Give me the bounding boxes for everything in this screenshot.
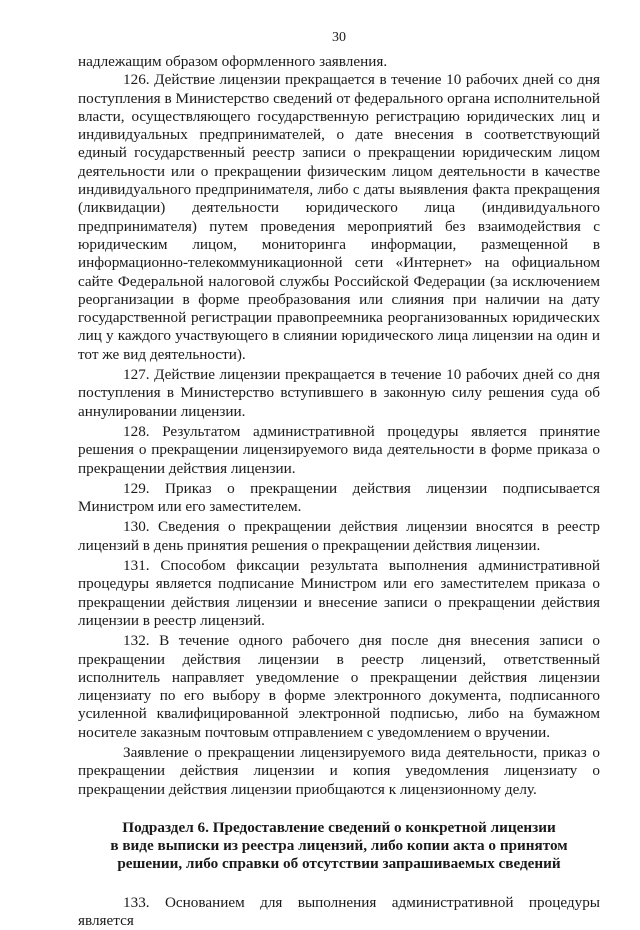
subsection-heading-line-3: решении, либо справки об отсутствии запрашиваемых сведений (117, 855, 561, 873)
paragraph-application-note: Заявление о прекращении лицензируемого вида деятельности, приказ о прекращении действия лицензии и копия уведомления лицензиату о прекращении действия лицензии приобщаются к лицензионному делу. (78, 743, 600, 798)
subsection-heading-line-1: Подраздел 6. Предоставление сведений о конкретной лицензии (122, 818, 556, 836)
paragraph-133: 133. Основанием для выполнения административной процедуры является (78, 893, 600, 930)
subsection-heading-line-2: в виде выписки из реестра лицензий, либо копии акта о принятом (110, 837, 568, 855)
page-number: 30 (332, 30, 346, 45)
subsection-heading (78, 819, 600, 874)
paragraph-129: 129. Приказ о прекращении действия лицензии подписывается Министром или его заместителем. (78, 479, 600, 516)
paragraph-continuation: надлежащим образом оформленного заявления. (78, 53, 388, 70)
paragraph-132: 132. В течение одного рабочего дня после дня внесения записи о прекращении действия лицензии в реестр лицензий, ответственный исполнитель направляет уведомление о прекращении действия лицензии лицензиату по его выбору в форме электронного документа, подписанного усиленной квалифицированной электронной подписью, либо на бумажном носителе заказным почтовым отправлением с уведомлением о вручении. (78, 632, 600, 741)
paragraph-128: 128. Результатом административной процедуры является принятие решения о прекращении лицензируемого вида деятельности в форме приказа о прекращении действия лицензии. (78, 422, 600, 477)
paragraph-126: 126. Действие лицензии прекращается в течение 10 рабочих дней со дня поступления в Министерство сведений от федерального органа исполнительной власти, осуществляющего государственную регистрацию юридических лиц и индивидуальных предпринимателей, о дате внесения в соответствующий единый государственный реестр записи о прекращении юридическим лицом деятельности или о прекращении физическим лицом деятельности в качестве индивидуального предпринимателя, либо с даты выявления факта прекращения (ликвидации) деятельности юридического лица (индивидуального предпринимателя) путем проведения мероприятий без взаимодействия с юридическим лицом, мониторинга информации, размещенной в информационно-телекоммуникационной сети «Интернет» на официальном сайте Федеральной налоговой службы Российской Федерации (за исключением реорганизации в форме преобразования или слияния при наличии на дату государственной регистрации правопреемника реорганизованных юридических лиц у каждого участвующего в слиянии юридического лица лицензии на один и тот же вид деятельности). (78, 71, 600, 363)
paragraph-131: 131. Способом фиксации результата выполнения административной процедуры является подписание Министром или его заместителем приказа о прекращении действия лицензии и внесение записи о прекращении действия лицензии в реестр лицензий. (78, 557, 600, 629)
document-body (78, 53, 600, 930)
paragraph-127: 127. Действие лицензии прекращается в течение 10 рабочих дней со дня поступления в Министерство вступившего в законную силу решения суда об аннулировании лицензии. (78, 366, 600, 420)
document-page (78, 0, 600, 930)
paragraph-130: 130. Сведения о прекращении действия лицензии вносятся в реестр лицензий в день принятия решения о прекращении действия лицензии. (78, 518, 600, 554)
